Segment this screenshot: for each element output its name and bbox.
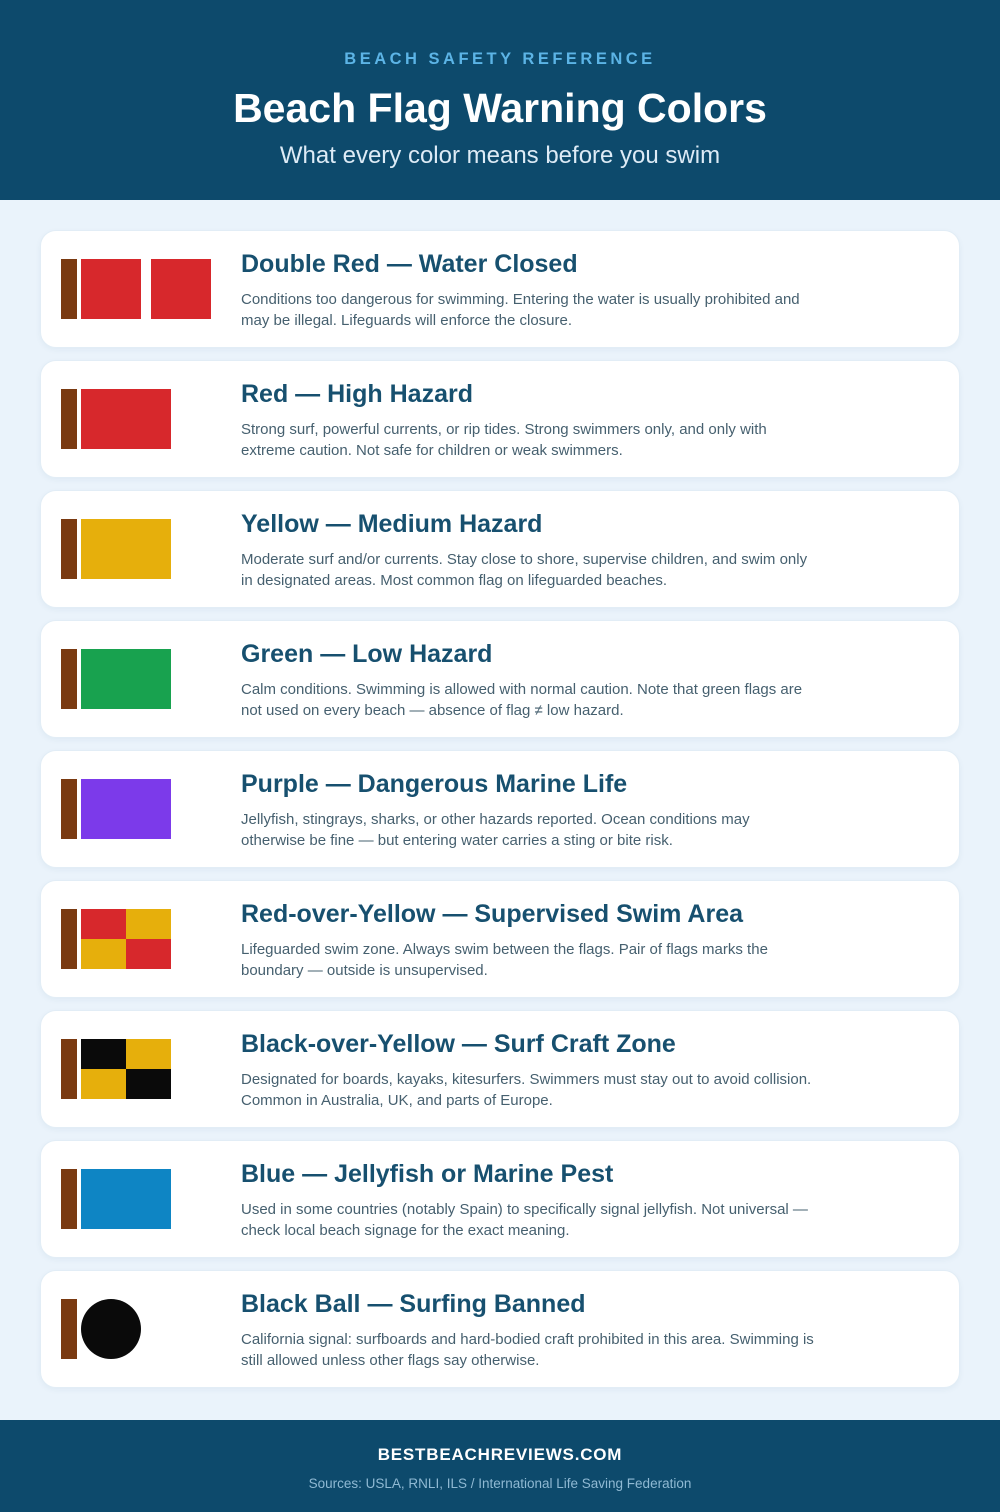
- card-title: Purple — Dangerous Marine Life: [241, 769, 628, 798]
- purple-flag-panel: [81, 779, 171, 839]
- green-flag-icon: [61, 649, 241, 709]
- card-text: [241, 768, 816, 851]
- card-text: [241, 1158, 816, 1241]
- card-text: [241, 508, 816, 591]
- blue-flag-panel: [81, 1169, 171, 1229]
- quartered-flag-panel: [81, 1039, 171, 1099]
- card-title: Double Red — Water Closed: [241, 249, 578, 278]
- purple-flag-icon: [61, 779, 241, 839]
- card-black-over-yellow: [40, 1010, 960, 1128]
- card-purple: [40, 750, 960, 868]
- card-text: [241, 1288, 816, 1371]
- flag-pole: [61, 909, 77, 969]
- card-description: Moderate surf and/or currents. Stay close to shore, supervise children, and swim only in designated areas. Most common flag on lifeguarded beaches.: [241, 550, 808, 589]
- flag-pole: [61, 1039, 77, 1099]
- black-quarter: [81, 1039, 126, 1069]
- yellow-flag-panel: [81, 519, 171, 579]
- sources-note: Sources: USLA, RNLI, ILS / International Life Saving Federation: [308, 1476, 692, 1491]
- flag-pole: [61, 1169, 77, 1229]
- flag-pole: [61, 1299, 77, 1359]
- card-description: Designated for boards, kayaks, kitesurfers. Swimmers must stay out to avoid collision. Common in Australia, UK, and parts of Europe.: [241, 1070, 812, 1109]
- flag-pole: [61, 389, 77, 449]
- site-name: BESTBEACHREVIEWS.COM: [377, 1445, 623, 1464]
- yellow-flag-icon: [61, 519, 241, 579]
- card-description: Conditions too dangerous for swimming. Entering the water is usually prohibited and may be illegal. Lifeguards will enforce the closure.: [241, 290, 800, 329]
- card-description: Calm conditions. Swimming is allowed with normal caution. Note that green flags are not used on every beach — absence of flag ≠ low hazard.: [241, 680, 803, 719]
- card-title: Green — Low Hazard: [241, 639, 493, 668]
- card-description: California signal: surfboards and hard-bodied craft prohibited in this area. Swimming is still allowed unless other flags say otherwise.: [241, 1330, 814, 1369]
- yellow-quarter: [126, 909, 171, 939]
- card-title: Red-over-Yellow — Supervised Swim Area: [241, 899, 744, 928]
- quartered-flag-panel: [81, 909, 171, 969]
- card-red-over-yellow: [40, 880, 960, 998]
- card-description: Jellyfish, stingrays, sharks, or other hazards reported. Ocean conditions may otherwise be fine — but entering water carries a sting or bite risk.: [241, 810, 750, 849]
- red-flag-panel: [81, 259, 141, 319]
- page-subtitle: What every color means before you swim: [279, 142, 721, 169]
- card-title: Red — High Hazard: [241, 379, 473, 408]
- card-text: [241, 248, 816, 331]
- black-over-yellow-quartered-flag-icon: [61, 1039, 241, 1099]
- card-title: Black-over-Yellow — Surf Craft Zone: [241, 1029, 676, 1058]
- card-description: Strong surf, powerful currents, or rip tides. Strong swimmers only, and only with extreme caution. Not safe for children or weak swimmers.: [241, 420, 767, 459]
- red-over-yellow-quartered-flag-icon: [61, 909, 241, 969]
- page-title: Beach Flag Warning Colors: [233, 85, 767, 131]
- blue-flag-icon: [61, 1169, 241, 1229]
- flag-pole: [61, 519, 77, 579]
- yellow-quarter: [81, 939, 126, 969]
- card-blue: [40, 1140, 960, 1258]
- card-text: [241, 898, 816, 981]
- card-green: [40, 620, 960, 738]
- flag-pole: [61, 259, 77, 319]
- card-text: [241, 378, 816, 461]
- card-description: Lifeguarded swim zone. Always swim between the flags. Pair of flags marks the boundary — outside is unsupervised.: [241, 940, 768, 979]
- black-ball-panel: [81, 1299, 141, 1359]
- card-description: Used in some countries (notably Spain) to specifically signal jellyfish. Not universal — check local beach signage for the exact meaning.: [241, 1200, 808, 1239]
- double-red-flag-icon: [61, 259, 241, 319]
- card-title: Blue — Jellyfish or Marine Pest: [241, 1159, 614, 1188]
- red-flag-panel: [151, 259, 211, 319]
- footer-banner: [0, 1420, 1000, 1512]
- green-flag-panel: [81, 649, 171, 709]
- yellow-quarter: [81, 1069, 126, 1099]
- card-yellow: [40, 490, 960, 608]
- card-text: [241, 1028, 816, 1111]
- yellow-quarter: [126, 1039, 171, 1069]
- flag-pole: [61, 649, 77, 709]
- card-title: Black Ball — Surfing Banned: [241, 1289, 586, 1318]
- card-black-ball: [40, 1270, 960, 1388]
- card-red: [40, 360, 960, 478]
- red-quarter: [126, 939, 171, 969]
- red-flag-panel: [81, 389, 171, 449]
- card-double-red: [40, 230, 960, 348]
- flag-pole: [61, 779, 77, 839]
- card-title: Yellow — Medium Hazard: [241, 509, 543, 538]
- red-flag-icon: [61, 389, 241, 449]
- eyebrow-label: BEACH SAFETY REFERENCE: [344, 50, 656, 68]
- red-quarter: [81, 909, 126, 939]
- black-quarter: [126, 1069, 171, 1099]
- card-text: [241, 638, 816, 721]
- black-ball-flag-icon: [61, 1299, 241, 1359]
- header-banner: [0, 0, 1000, 200]
- flag-card-list: [0, 200, 1000, 1420]
